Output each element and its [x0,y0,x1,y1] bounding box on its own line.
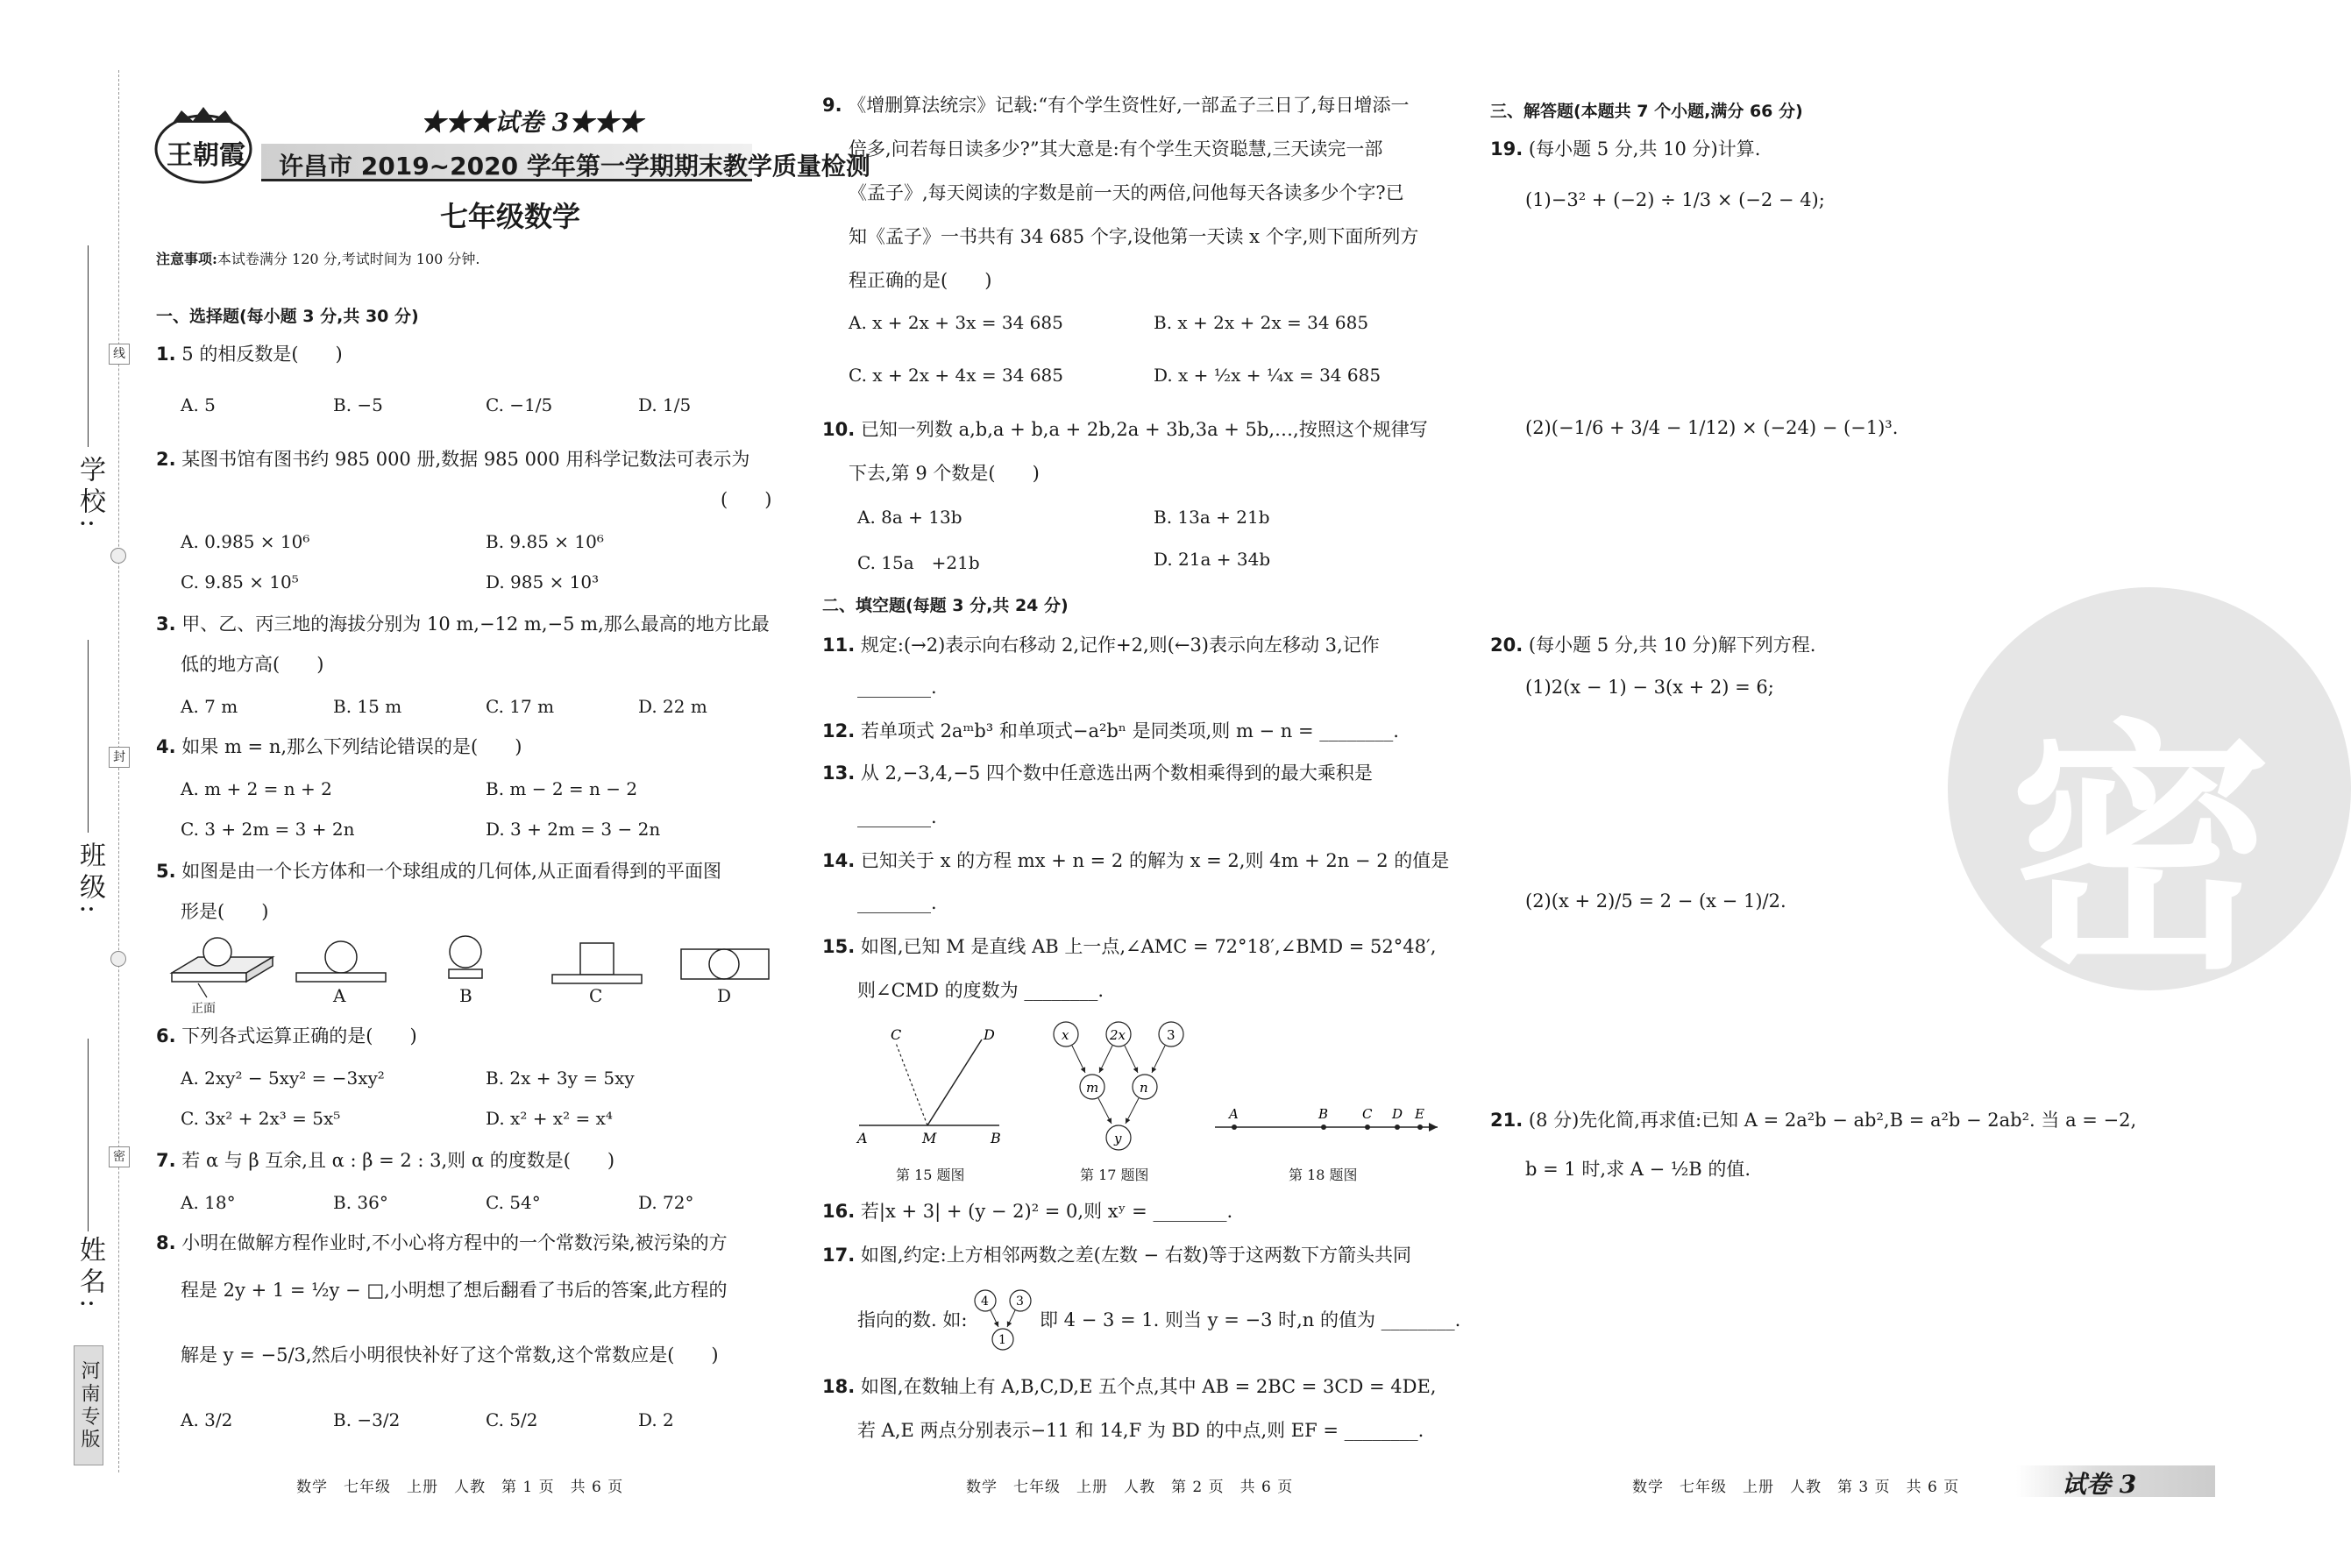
option-c[interactable]: C. 3x² + 2x³ = 5x⁵ [181,1108,341,1129]
question-10: 10. 已知一列数 a,b,a + b,a + 2b,2a + 3b,3a + 5b,…,按照这个规律写 [822,419,1428,440]
option-b[interactable]: B. m − 2 = n − 2 [486,778,638,799]
option-b[interactable]: B. 15 m [333,696,402,717]
node-n: n [1140,1080,1148,1096]
question-9-line3: 《孟子》,每天阅读的字数是前一天的两倍,问他每天各读多少个字?已 [849,182,1404,203]
option-d[interactable]: D. 3 + 2m = 3 − 2n [486,819,661,840]
question-17-line2a: 指向的数. 如: [857,1309,968,1330]
question-3-cont: 低的地方高( ) [181,654,324,675]
answer-blank[interactable]: ________. [857,677,937,698]
question-20-part2: (2)(x + 2)/5 = 2 − (x − 1)/2. [1525,890,1786,912]
margin-dashed-line [118,70,119,1472]
node-y: y [1114,1131,1122,1146]
question-8: 8. 小明在做解方程作业时,不小心将方程中的一个常数污染,被污染的方 [156,1232,728,1253]
section2-title: 二、填空题(每题 3 分,共 24 分) [822,596,1069,615]
figure-17 [1043,1017,1192,1157]
option-a[interactable]: A. 8a + 13b [857,507,962,528]
option-b[interactable]: B. 36° [333,1192,388,1213]
question-19: 19. (每小题 5 分,共 10 分)计算. [1490,138,1761,160]
q17-example-figure [970,1287,1036,1353]
question-19-part1: (1)−3² + (−2) ÷ 1/3 × (−2 − 4); [1525,189,1825,210]
figure-18 [1215,1104,1443,1139]
option-c[interactable]: C. x + 2x + 4x = 34 685 [849,365,1063,386]
page-footer-1: 数学 七年级 上册 人教 第 1 页 共 6 页 [296,1479,624,1496]
option-b[interactable]: B. −5 [333,394,383,415]
q5-option-c-figure[interactable] [549,941,645,983]
question-21: 21. (8 分)先化简,再求值:已知 A = 2a²b − ab²,B = a²b − 2ab². 当 a = −2, [1490,1110,2137,1131]
option-a[interactable]: A. 5 [181,394,216,415]
label-C: C [891,1026,902,1043]
question-15: 15. 如图,已知 M 是直线 AB 上一点,∠AMC = 72°18′,∠BMD = 52°48′, [822,936,1437,957]
binding-hole-icon [110,548,126,564]
q5-option-d-figure[interactable] [678,947,771,983]
question-13: 13. 从 2,−3,4,−5 四个数中任意选出两个数相乘得到的最大乘积是 [822,763,1373,784]
q5-option-b-figure[interactable] [445,934,486,983]
question-11: 11. 规定:(→2)表示向右移动 2,记作+2,则(←3)表示向左移动 3,记作 [822,635,1380,656]
notice-label: 注意事项: [156,251,217,267]
question-20: 20. (每小题 5 分,共 10 分)解下列方程. [1490,635,1816,656]
name-blank[interactable] [88,1039,89,1231]
seal-secret-mark: 密 [109,1146,130,1167]
option-c[interactable]: C. 5/2 [486,1409,538,1430]
paper-tag: ★★★试卷 3★★★ [421,108,643,137]
exam-title: 许昌市 2019~2020 学年第一学期期末教学质量检测 [279,152,870,181]
notice-text: 本试卷满分 120 分,考试时间为 100 分钟. [217,251,480,267]
option-c[interactable]: C. 17 m [486,696,555,717]
option-d[interactable]: D. 21a + 34b [1154,549,1271,570]
question-14: 14. 已知关于 x 的方程 mx + n = 2 的解为 x = 2,则 4m + 2n − 2 的值是 [822,850,1450,871]
q5-option-a-figure[interactable] [293,938,389,983]
option-d[interactable]: D. 1/5 [638,394,692,415]
option-a[interactable]: A. 2xy² − 5xy² = −3xy² [181,1068,385,1089]
seal-line-mark: 线 [109,344,130,365]
question-12: 12. 若单项式 2aᵐb³ 和单项式−a²bⁿ 是同类项,则 m − n = ________. [822,720,1399,741]
question-4: 4. 如果 m = n,那么下列结论错误的是( ) [156,736,522,757]
question-3: 3. 甲、乙、丙三地的海拔分别为 10 m,−12 m,−5 m,那么最高的地方比最 [156,614,770,635]
option-d[interactable]: D. x² + x² = x⁴ [486,1108,613,1129]
option-c[interactable]: C [589,985,603,1006]
node-m: m [1086,1080,1099,1096]
option-a[interactable]: A. x + 2x + 3x = 34 685 [849,312,1063,333]
question-5-cont: 形是( ) [181,901,269,922]
label-E: E [1415,1106,1424,1122]
option-a[interactable]: A. 0.985 × 10⁶ [181,531,310,552]
option-d[interactable]: D. 72° [638,1192,694,1213]
option-b[interactable]: B. −3/2 [333,1409,401,1430]
answer-blank[interactable]: ________. [857,892,937,913]
option-a[interactable]: A [333,985,346,1006]
question-9-line2: 倍多,问若每日读多少?”其大意是:有个学生天资聪慧,三天读完一部 [849,138,1383,160]
section3-title: 三、解答题(本题共 7 个小题,满分 66 分) [1490,102,1803,121]
option-b[interactable]: B [459,985,472,1006]
label-D: D [984,1026,995,1043]
option-d[interactable]: D. x + ½x + ¼x = 34 685 [1154,365,1381,386]
question-16: 16. 若|x + 3| + (y − 2)² = 0,则 xʸ = ________. [822,1201,1233,1222]
label-C: C [1362,1106,1373,1122]
question-19-part2: (2)(−1/6 + 3/4 − 1/12) × (−24) − (−1)³. [1525,417,1899,438]
option-a[interactable]: A. m + 2 = n + 2 [181,778,332,799]
seal-seal-mark: 封 [109,747,130,768]
option-c[interactable]: C. −1/5 [486,394,553,415]
answer-paren[interactable]: ( ) [721,489,772,510]
question-9-line4: 知《孟子》一书共有 34 685 个字,设他第一天读 x 个字,则下面所列方 [849,226,1419,247]
question-21-line2: b = 1 时,求 A − ½B 的值. [1525,1159,1751,1180]
example-node-3: 3 [1016,1295,1024,1309]
label-D: D [1392,1106,1403,1122]
figure-15-caption: 第 15 题图 [896,1167,965,1183]
page-footer-2: 数学 七年级 上册 人教 第 2 页 共 6 页 [966,1479,1294,1496]
option-a[interactable]: A. 3/2 [181,1409,233,1430]
watermark-seal [1948,587,2351,1004]
option-d[interactable]: D. 22 m [638,696,707,717]
front-view-label: 正面 [191,1002,216,1016]
class-label: 班级: [75,841,105,919]
example-node-1: 1 [998,1333,1006,1347]
question-1: 1. 5 的相反数是( ) [156,344,343,365]
page-footer-3: 数学 七年级 上册 人教 第 3 页 共 6 页 [1632,1479,1960,1496]
section1-title: 一、选择题(每小题 3 分,共 30 分) [156,307,419,326]
watermark-char: 密 [2009,699,2272,1004]
option-b[interactable]: B. 13a + 21b [1154,507,1270,528]
footer-badge: 试卷 3 [2062,1470,2137,1499]
question-8-line3: 解是 y = −5/3,然后小明很快补好了这个常数,这个常数应是( ) [181,1345,719,1366]
question-15-line2: 则∠CMD 的度数为 ________. [857,980,1104,1001]
option-b[interactable]: B. x + 2x + 2x = 34 685 [1154,312,1369,333]
option-d[interactable]: D [717,985,732,1006]
label-A: A [857,1130,868,1146]
question-17-line2b: 即 4 − 3 = 1. 则当 y = −3 时,n 的值为 ________. [1040,1309,1461,1330]
class-blank[interactable] [88,640,89,833]
label-A: A [1229,1106,1239,1122]
school-blank[interactable] [88,245,89,447]
question-5: 5. 如图是由一个长方体和一个球组成的几何体,从正面看得到的平面图 [156,861,721,882]
figure-15 [850,1024,1008,1146]
option-c[interactable]: C. 9.85 × 10⁵ [181,571,299,592]
node-2x: 2x [1110,1027,1126,1043]
option-c[interactable]: C. 15a +21b [857,552,980,573]
label-B: B [991,1130,1001,1146]
option-c[interactable]: C. 3 + 2m = 3 + 2n [181,819,355,840]
option-a[interactable]: A. 18° [181,1192,236,1213]
question-10-line2: 下去,第 9 个数是( ) [849,463,1040,484]
option-c[interactable]: C. 54° [486,1192,541,1213]
subject-title: 七年级数学 [440,200,581,233]
q5-solid-figure [163,929,277,1008]
question-20-part1: (1)2(x − 1) − 3(x + 2) = 6; [1525,677,1774,698]
question-2: 2. 某图书馆有图书约 985 000 册,数据 985 000 用科学记数法可表示为 [156,449,750,470]
question-8-line2: 程是 2y + 1 = ½y − □,小明想了想后翻看了书后的答案,此方程的 [181,1280,728,1301]
option-b[interactable]: B. 2x + 3y = 5xy [486,1068,635,1089]
label-B: B [1318,1106,1329,1122]
question-17: 17. 如图,约定:上方相邻两数之差(左数 − 右数)等于这两数下方箭头共同 [822,1245,1411,1266]
question-9-line5: 程正确的是( ) [849,270,992,291]
node-x: x [1062,1027,1069,1043]
node-3: 3 [1167,1027,1176,1043]
figure-17-caption: 第 17 题图 [1080,1167,1149,1183]
option-b[interactable]: B. 9.85 × 10⁶ [486,531,604,552]
brand-name: 王朝霞 [167,140,245,171]
brand-logo [151,103,256,184]
answer-blank[interactable]: ________. [857,806,937,827]
label-M: M [922,1130,937,1146]
question-18: 18. 如图,在数轴上有 A,B,C,D,E 五个点,其中 AB = 2BC = 3CD = 4DE, [822,1376,1437,1397]
figure-18-caption: 第 18 题图 [1289,1167,1358,1183]
question-6: 6. 下列各式运算正确的是( ) [156,1025,417,1047]
question-18-line2: 若 A,E 两点分别表示−11 和 14,F 为 BD 的中点,则 EF = ________. [857,1420,1424,1441]
option-d[interactable]: D. 985 × 10³ [486,571,600,592]
notice [156,248,480,268]
example-node-4: 4 [981,1295,989,1309]
binding-hole-icon [110,951,126,967]
option-d[interactable]: D. 2 [638,1409,674,1430]
question-9: 9. 《增删算法统宗》记载:“有个学生资性好,一部孟子三日了,每日增添一 [822,95,1410,116]
question-7: 7. 若 α 与 β 互余,且 α : β = 2 : 3,则 α 的度数是( ) [156,1150,615,1171]
option-a[interactable]: A. 7 m [181,696,238,717]
edition-badge: 河南专版 [74,1345,103,1465]
name-label: 姓名: [75,1236,105,1314]
school-label: 学校: [75,456,105,534]
